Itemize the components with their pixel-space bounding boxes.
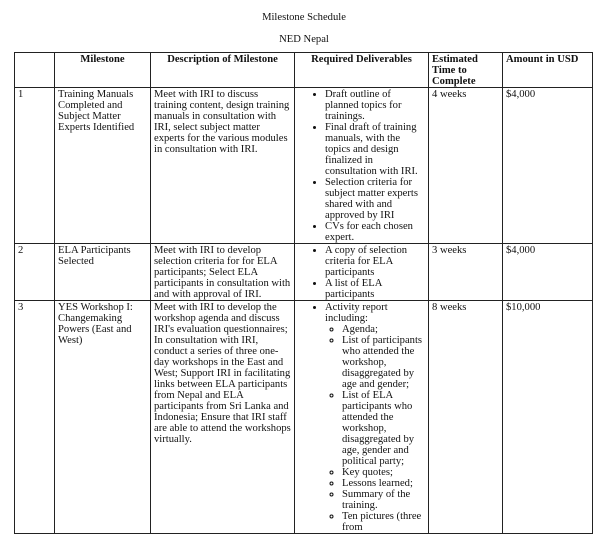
document-title: Milestone Schedule bbox=[262, 12, 346, 23]
row-number: 1 bbox=[15, 88, 55, 244]
deliverable-sublist bbox=[325, 324, 425, 533]
row-time: 4 weeks bbox=[429, 88, 503, 244]
row-deliverables bbox=[295, 301, 429, 534]
header-number bbox=[15, 53, 55, 88]
deliverable-item: • Draft outline of planned topics for trainings. bbox=[325, 89, 425, 122]
table-row bbox=[15, 88, 593, 244]
header-deliverables: Required Deliverables bbox=[295, 53, 429, 88]
milestone-table bbox=[14, 52, 593, 534]
deliverable-subitem: ◦ List of participants who attended the workshop, disaggregated by age and gender; bbox=[342, 335, 425, 390]
row-number: 2 bbox=[15, 244, 55, 301]
deliverable-item: • Final draft of training manuals, with the topics and design finalized in consultation with IRI. bbox=[325, 122, 425, 177]
deliverable-subitem: ◦ Summary of the training. bbox=[342, 489, 425, 511]
row-amount: $4,000 bbox=[503, 88, 593, 244]
deliverable-subitem: ◦ Key quotes; bbox=[342, 467, 425, 478]
row-time: 3 weeks bbox=[429, 244, 503, 301]
deliverable-subitem: ◦ List of ELA participants who attended the workshop, disaggregated by age, gender and political party; bbox=[342, 390, 425, 467]
deliverable-item bbox=[325, 302, 425, 533]
row-deliverables bbox=[295, 244, 429, 301]
header-description: Description of Milestone bbox=[151, 53, 295, 88]
row-amount: $4,000 bbox=[503, 244, 593, 301]
deliverable-item: • A list of ELA participants bbox=[325, 278, 425, 300]
header-milestone: Milestone bbox=[55, 53, 151, 88]
deliverable-main-text: Activity report including: bbox=[325, 302, 388, 324]
row-time: 8 weeks bbox=[429, 301, 503, 534]
row-milestone: YES Workshop I: Changemaking Powers (East and West) bbox=[55, 301, 151, 534]
header-time: Estimated Time to Complete bbox=[429, 53, 503, 88]
deliverables-list bbox=[298, 89, 425, 243]
header-amount: Amount in USD bbox=[503, 53, 593, 88]
deliverable-item: • Selection criteria for subject matter experts shared with and approved by IRI bbox=[325, 177, 425, 221]
row-description: Meet with IRI to discuss training content, design training manuals in consultation with IRI, select subject matter experts for the various modules in consultation with IRI. bbox=[151, 88, 295, 244]
deliverable-subitem: ◦ Ten pictures (three from bbox=[342, 511, 425, 533]
deliverables-list bbox=[298, 245, 425, 300]
deliverables-list bbox=[298, 302, 425, 533]
row-milestone: Training Manuals Completed and Subject Matter Experts Identified bbox=[55, 88, 151, 244]
deliverable-subitem: ◦ Agenda; bbox=[342, 324, 425, 335]
row-deliverables bbox=[295, 88, 429, 244]
deliverable-item: • CVs for each chosen expert. bbox=[325, 221, 425, 243]
table-row bbox=[15, 301, 593, 534]
document-subtitle: NED Nepal bbox=[279, 34, 329, 45]
deliverable-subitem: ◦ Lessons learned; bbox=[342, 478, 425, 489]
row-description: Meet with IRI to develop selection criteria for for ELA participants; Select ELA participants in consultation with and with approval of IRI. bbox=[151, 244, 295, 301]
row-description: Meet with IRI to develop the workshop agenda and discuss IRI's evaluation questionnaires; In consultation with IRI, conduct a series of three one-day workshops in the East and West; Support IRI in facilitating links between ELA participants from Nepal and ELA participants from Sri Lanka and Indonesia; Ensure that IRI staff are able to attend the workshops virtually. bbox=[151, 301, 295, 534]
row-milestone: ELA Participants Selected bbox=[55, 244, 151, 301]
table-header-row bbox=[15, 53, 593, 88]
row-number: 3 bbox=[15, 301, 55, 534]
table-row bbox=[15, 244, 593, 301]
deliverable-item: • A copy of selection criteria for ELA participants bbox=[325, 245, 425, 278]
row-amount: $10,000 bbox=[503, 301, 593, 534]
